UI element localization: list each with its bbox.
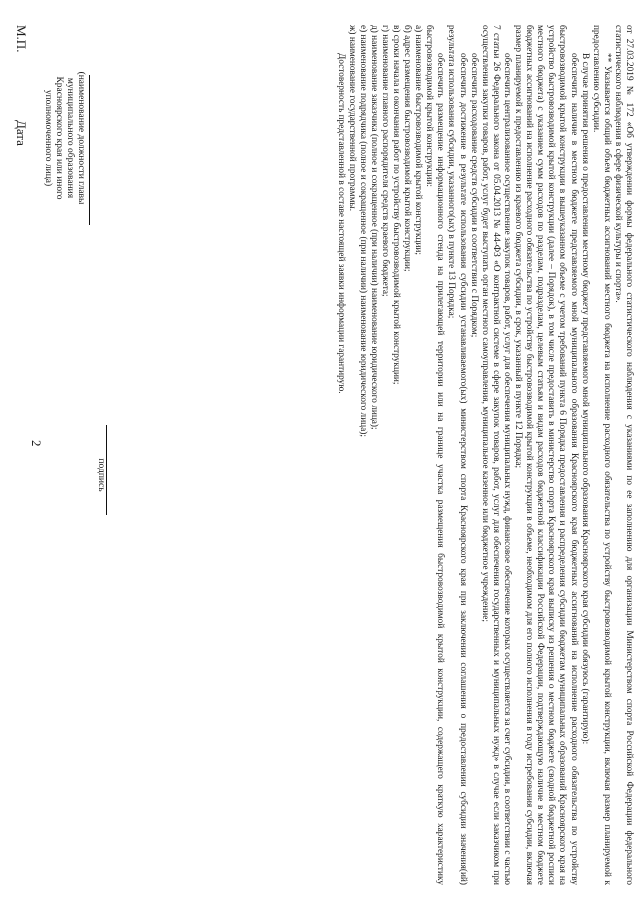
list-item-e: е) наименование подрядчика (полное и сокращенное (при наличии) наименование юридического лица);: [357, 25, 368, 437]
paragraph-3: В случае принятия решения о предоставлении местному бюджету представляемого мной муниципального образования Красноярского края субсидии обязуюсь (гарантирую):: [579, 53, 590, 745]
list-item-a: а) наименование быстровозводимой крытой конструкции;: [413, 25, 424, 255]
stamp-label: М.П.: [14, 25, 29, 53]
paragraph-2: ** Указывается общий объем бюджетных ассигнований местного бюджета на исполнение расходного обязательства по устройству быстровозводимой крытой конструкции, включая размер планируемой к предоставлению субсидии.: [590, 25, 612, 885]
list-item-g: г) наименование главного распорядителя средств краевого бюджета;: [379, 25, 390, 297]
paragraph-4: обеспечить наличие в местном бюджете представляемого мной муниципального образования Красноярского края бюджетных ассигнований на исполнение расходного обязательства по устройству быстровозводимой крытой конструкции в вышеуказанном объеме с учетом требований пункта 6 Порядка предоставления и распределения субсидии бюджетам муниципальных образований Красноярского края на устройство быстровозводимой крытой конструкции (далее – Порядок), в том числе предоставить в министерство спорта Красноярского края выписку из решения о местном бюджете (сводной бюджетной росписи местного бюджета) с указанием сумм расходов по разделам, подразделам, целевым статьям и видам расходов бюджетной классификации Российской Федерации, подтверждающую наличие в местном бюджете бюджетных ассигнований на исполнение расходного обязательства по устройству быстровозводимой крытой конструкции в объеме, необходимом для его полного исполнения в году истребования субсидии, включая размер планируемой к предоставлению из краевого бюджета субсидии, в срок, указанный в пункте 12 Порядка;: [513, 25, 579, 885]
signature-block: [0, 25, 276, 885]
paragraph-1: от 27.03.2019 № 172 «Об утверждении формы федерального статистического наблюдения с указаниями по ее заполнению для организации Министерством спорта Российской Федерации федерального статистического наблюдения в сфере физической культуры и спорта».: [612, 25, 634, 885]
position-caption: (наименование должности главы муниципального образования Красноярского края или иного уполномоченного лица): [43, 71, 86, 205]
paragraph-5: обеспечить централизованное осуществление закупок товаров, работ, услуг для обеспечения муниципальных нужд, финансовое обеспечение которых осуществляется за счет субсидии, в соответствии с частью 7 статьи 26 Федерального закона от 05.04.2013 № 44-ФЗ «О контрактной системе в сфере закупок товаров, работ, услуг для обеспечения государственных и муниципальных нужд» в случае если заказчиком при осуществлении закупки товаров, работ, услуг будет выступать орган местного самоуправления, муниципальное казенное или бюджетное учреждение;: [479, 25, 512, 885]
date-label: Дата: [14, 120, 29, 146]
paragraph-7: обеспечить достижение в результате использования субсидии устанавливаемого(ых) министерством спорта Красноярского края при заключении соглашения о предоставлении субсидии значения(ий) результата использования субсидии, указанного(ых) в пункте 13 Порядка;: [446, 25, 468, 885]
signature-line: [106, 425, 107, 515]
list-item-v: в) сроки начала и окончания работ по устройству быстровозводимой крытой конструкции;: [391, 25, 402, 385]
list-item-d: д) наименование заказчика (полное и сокращенное (при наличии) наименование юридического лица);: [368, 25, 379, 430]
position-line: [89, 75, 90, 225]
document-body: [306, 25, 634, 885]
paragraph-guarantee: Достоверность представленной в составе настоящей заявки информации гарантирую.: [335, 53, 346, 394]
list-item-b: б) адрес размещения быстровозводимой крытой конструкции;: [402, 25, 413, 272]
list-item-zh: ж) наименование государственной программы.: [346, 25, 357, 212]
page-number: 2: [29, 440, 44, 447]
paragraph-8: обеспечить размещение информационного стенда на прилегающей территории или на границе участка размещения быстровозводимой крытой конструкции, содержащего краткую характеристику быстровозводимой крытой конструкции:: [424, 25, 446, 885]
signature-caption: подпись: [96, 458, 106, 492]
paragraph-6: обеспечить расходование средств субсидии в соответствии с Порядком;: [468, 53, 479, 338]
